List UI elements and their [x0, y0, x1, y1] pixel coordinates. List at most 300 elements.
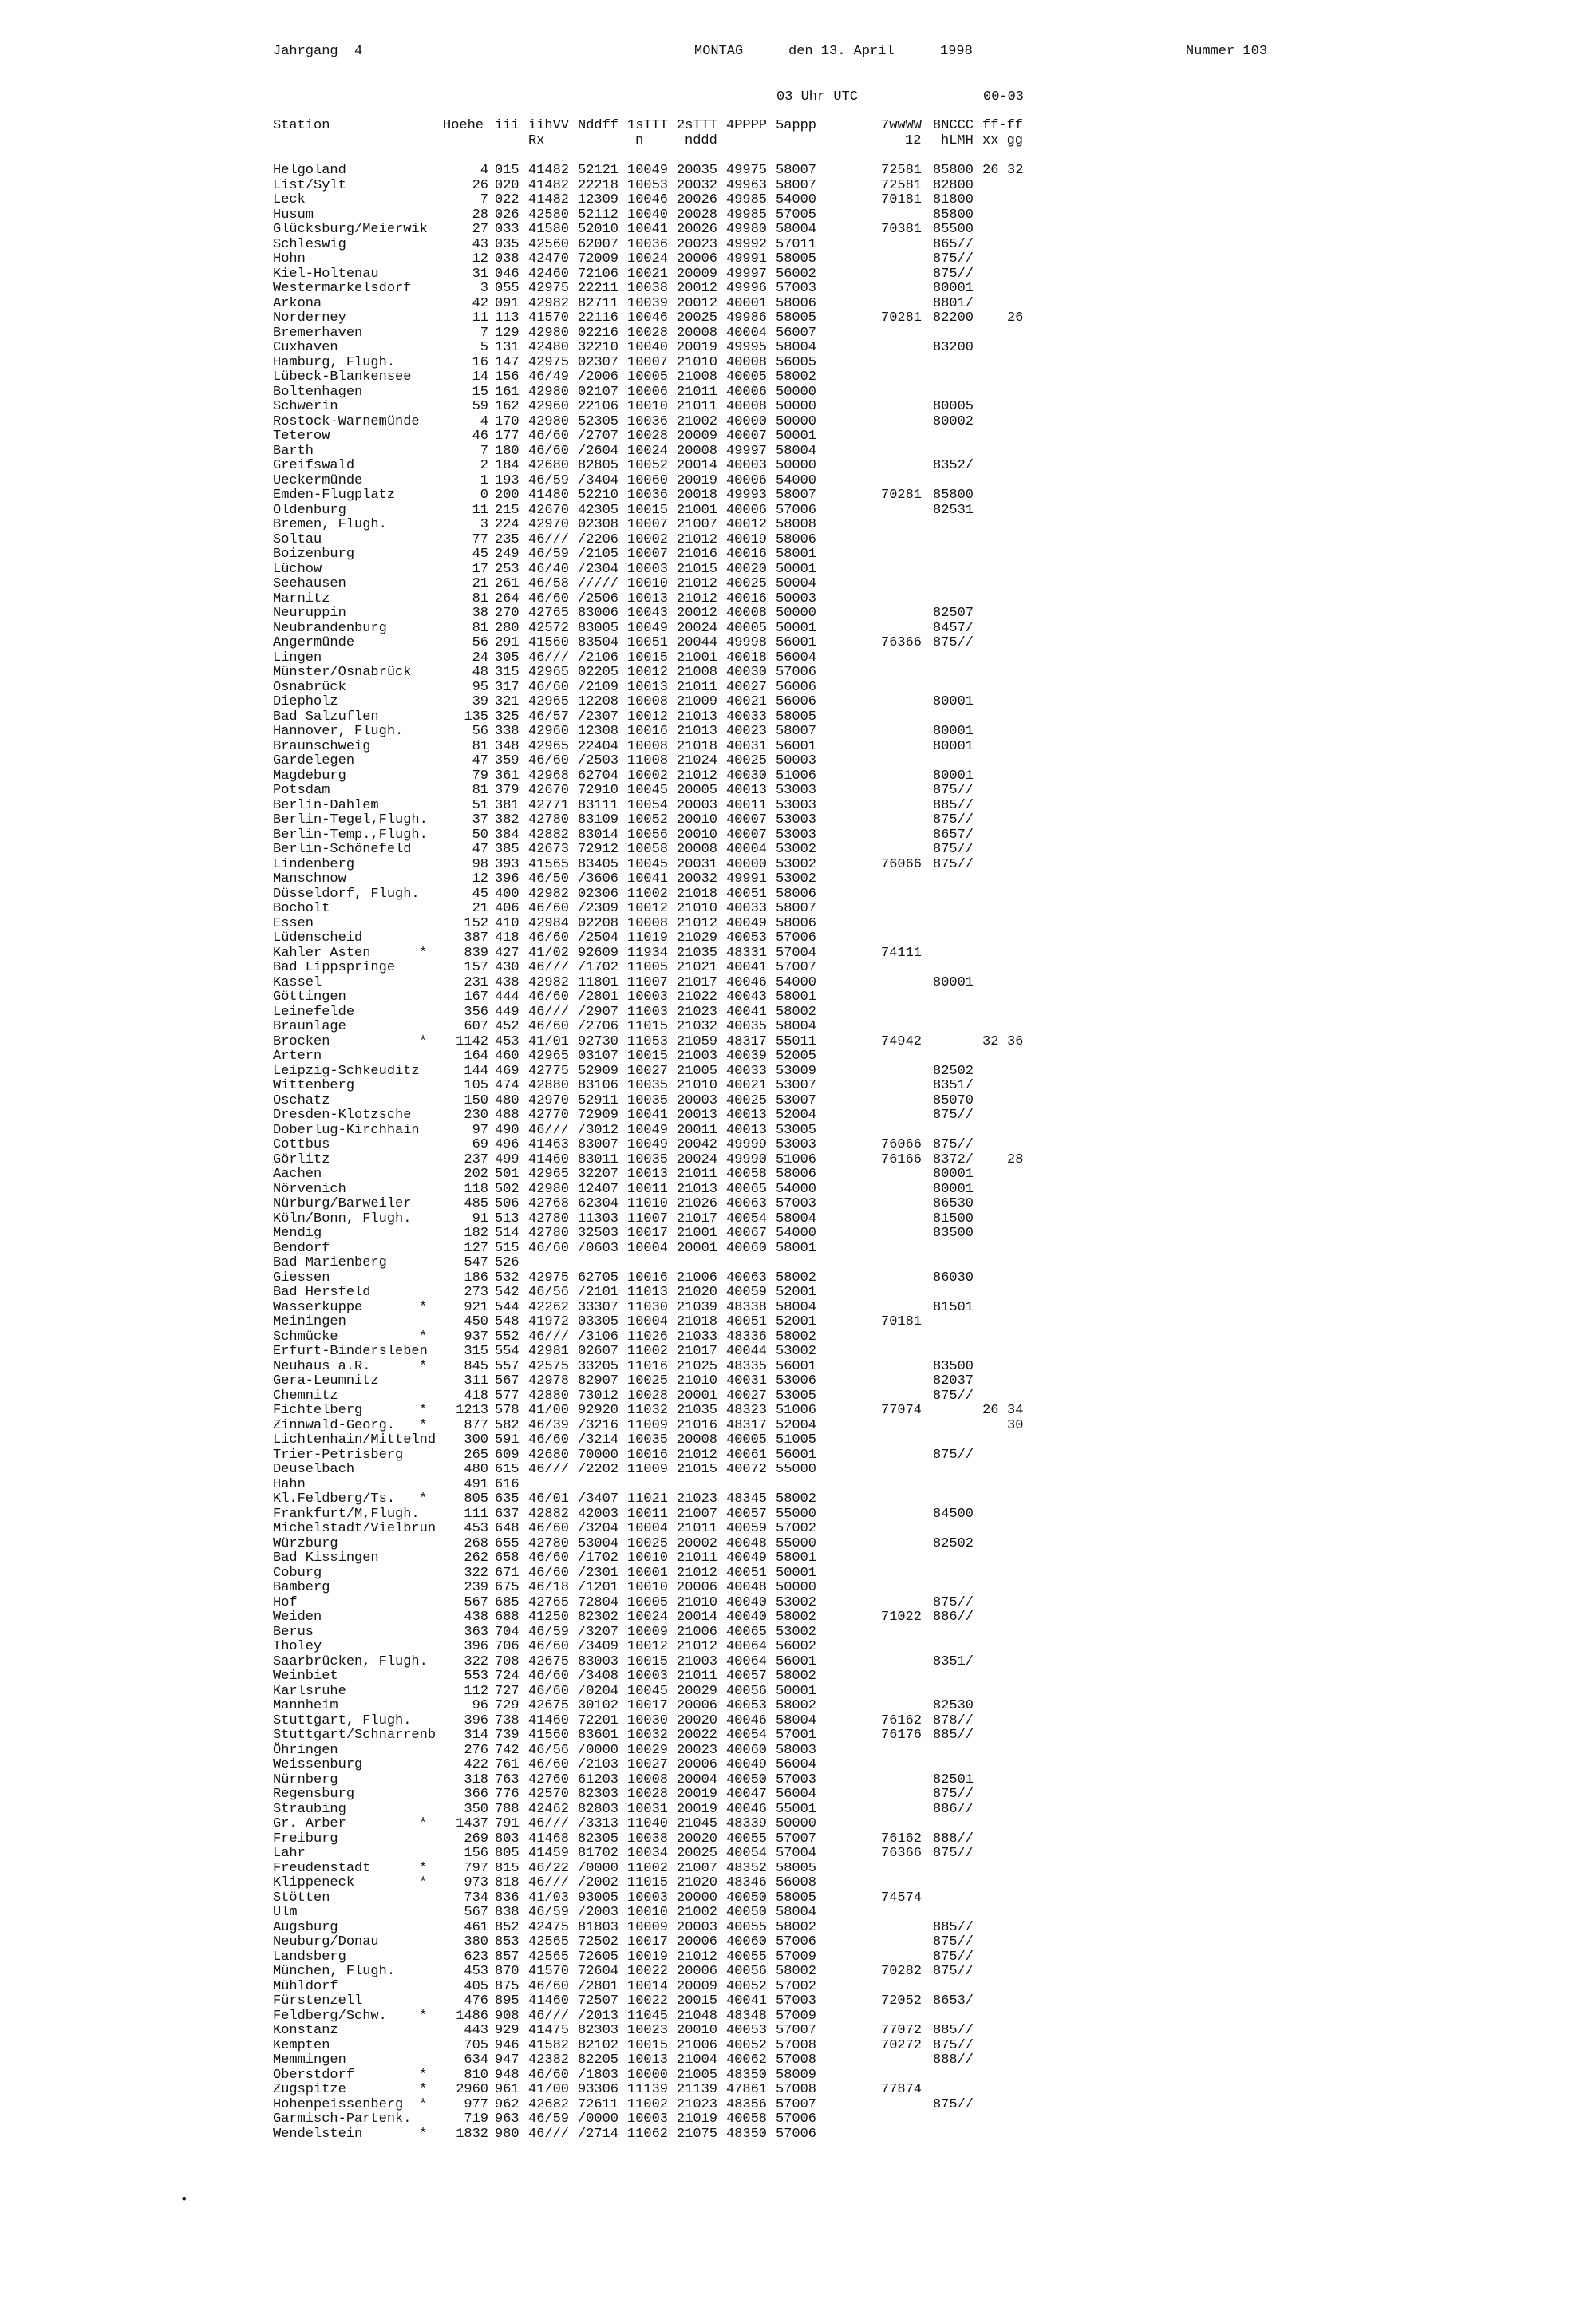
t1-value: 10032: [627, 1728, 669, 1743]
weather-value: 76066: [881, 1137, 922, 1152]
iii-value: 359: [495, 753, 519, 768]
pressure-value: 40016: [726, 547, 768, 562]
tendency-value: 58004: [776, 1299, 817, 1315]
t1-value: 10015: [627, 502, 669, 518]
tendency-value: 57007: [776, 960, 817, 975]
pressure-value: 40039: [726, 1049, 768, 1064]
iii-value: 348: [495, 738, 519, 754]
station-name: Diepholz: [273, 694, 338, 709]
hoehe-value: 396: [464, 1639, 488, 1654]
t1-value: 11016: [627, 1358, 669, 1374]
mountain-marker: *: [419, 945, 428, 961]
pressure-value: 40051: [726, 886, 768, 902]
station-name: Lahr: [273, 1846, 306, 1861]
t2-value: 21011: [677, 1521, 718, 1536]
iii-value: 708: [495, 1653, 519, 1669]
t1-value: 10010: [627, 1580, 669, 1595]
nddff-value: /2304: [578, 561, 619, 577]
gust-1-value: 26: [982, 163, 999, 178]
hoehe-value: 12: [472, 871, 488, 887]
tendency-value: 58007: [776, 724, 817, 739]
iihvv-value: 46/60: [528, 1683, 570, 1699]
nddff-value: 73012: [578, 1388, 619, 1404]
station-name: Hannover, Flugh.: [273, 724, 404, 739]
pressure-value: 40035: [726, 1019, 768, 1034]
t1-value: 10010: [627, 576, 669, 591]
t2-value: 20009: [677, 429, 718, 444]
station-name: Karlsruhe: [273, 1683, 346, 1699]
station-name: Weiden: [273, 1610, 322, 1625]
t1-value: 11032: [627, 1403, 669, 1418]
iii-value: 961: [495, 2082, 519, 2097]
iihvv-value: 42982: [528, 974, 570, 990]
hoehe-value: 91: [472, 1211, 488, 1227]
tendency-value: 51006: [776, 1403, 817, 1418]
iihvv-value: 46/60: [528, 443, 570, 459]
tendency-value: 57008: [776, 2082, 817, 2097]
station-name: Osnabrück: [273, 679, 346, 695]
station-name: Oldenburg: [273, 502, 346, 518]
station-name: Doberlug-Kirchhain: [273, 1122, 420, 1138]
t1-value: 10025: [627, 1373, 669, 1389]
iihvv-value: 42460: [528, 266, 570, 282]
nddff-value: /2206: [578, 531, 619, 547]
station-name: Fichtelberg: [273, 1403, 363, 1418]
t2-value: 21035: [677, 1403, 718, 1418]
cloud-value: 875//: [933, 842, 974, 857]
pressure-value: 40025: [726, 576, 768, 591]
station-name: Feldberg/Schw.: [273, 2008, 387, 2024]
pressure-value: 48317: [726, 1033, 768, 1049]
tendency-value: 56005: [776, 354, 817, 370]
pressure-value: 48346: [726, 1875, 768, 1890]
iihvv-value: 42965: [528, 1167, 570, 1182]
t1-value: 10049: [627, 620, 669, 636]
iihvv-value: 46/49: [528, 369, 570, 385]
nddff-value: 02306: [578, 886, 619, 902]
tendency-value: 55000: [776, 1462, 817, 1477]
nddff-value: /2105: [578, 547, 619, 562]
hoehe-value: 28: [472, 207, 488, 223]
iii-value: 532: [495, 1270, 519, 1286]
pressure-value: 40046: [726, 1801, 768, 1817]
t2-value: 20006: [677, 251, 718, 267]
station-name: Stötten: [273, 1890, 330, 1906]
nddff-value: 72106: [578, 266, 619, 282]
t2-value: 21010: [677, 901, 718, 916]
hoehe-value: 42: [472, 295, 488, 311]
pressure-value: 40048: [726, 1535, 768, 1551]
t1-value: 10008: [627, 915, 669, 931]
t2-value: 20001: [677, 1388, 718, 1404]
cloud-value: 80001: [933, 724, 974, 739]
station-name: Frankfurt/M,Flugh.: [273, 1506, 420, 1522]
iii-value: 305: [495, 650, 519, 666]
t2-value: 21018: [677, 1314, 718, 1329]
cloud-value: 82037: [933, 1373, 974, 1389]
tendency-value: 50000: [776, 458, 817, 473]
iii-value: 480: [495, 1092, 519, 1108]
nddff-value: /2301: [578, 1565, 619, 1581]
tendency-value: 58006: [776, 531, 817, 547]
t1-value: 10035: [627, 1078, 669, 1093]
t2-value: 20002: [677, 1535, 718, 1551]
cloud-value: 875//: [933, 1447, 974, 1463]
nddff-value: /3214: [578, 1432, 619, 1448]
nddff-value: 52909: [578, 1063, 619, 1079]
pressure-value: 40059: [726, 1521, 768, 1536]
hoehe-value: 480: [464, 1462, 488, 1477]
t1-value: 10040: [627, 207, 669, 223]
iii-value: 452: [495, 1019, 519, 1034]
tendency-value: 58005: [776, 1890, 817, 1906]
iii-value: 615: [495, 1462, 519, 1477]
nddff-value: /0603: [578, 1240, 619, 1256]
iihvv-value: 42670: [528, 502, 570, 518]
iihvv-value: 42565: [528, 1949, 570, 1965]
tendency-value: 51006: [776, 768, 817, 784]
tendency-value: 57009: [776, 1949, 817, 1965]
hoehe-value: 231: [464, 974, 488, 990]
hoehe-value: 17: [472, 561, 488, 577]
station-name: Bad Lippspringe: [273, 960, 396, 975]
t2-value: 21045: [677, 1816, 718, 1831]
t2-value: 21001: [677, 502, 718, 518]
iii-value: 852: [495, 1919, 519, 1935]
iihvv-value: 46/50: [528, 871, 570, 887]
pressure-value: 40051: [726, 1565, 768, 1581]
pressure-value: 49975: [726, 163, 768, 178]
t2-value: 21016: [677, 1417, 718, 1433]
t1-value: 11002: [627, 2096, 669, 2112]
cloud-value: 875//: [933, 1108, 974, 1123]
t2-value: 20012: [677, 295, 718, 311]
nddff-value: /2103: [578, 1757, 619, 1772]
pressure-value: 40008: [726, 354, 768, 370]
hoehe-value: 98: [472, 856, 488, 872]
pressure-value: 40054: [726, 1211, 768, 1227]
pressure-value: 49985: [726, 192, 768, 207]
t1-value: 10015: [627, 1049, 669, 1064]
t2-value: 21007: [677, 517, 718, 532]
t1-value: 10013: [627, 591, 669, 606]
tendency-value: 57002: [776, 1978, 817, 1994]
t1-value: 11045: [627, 2008, 669, 2024]
iii-value: 264: [495, 591, 519, 606]
cloud-value: 81500: [933, 1211, 974, 1227]
tendency-value: 53005: [776, 1388, 817, 1404]
pressure-value: 40041: [726, 1004, 768, 1020]
station-name: Ueckermünde: [273, 472, 363, 488]
hoehe-value: 268: [464, 1535, 488, 1551]
iii-value: 946: [495, 2037, 519, 2053]
tendency-value: 53003: [776, 783, 817, 798]
station-name: Essen: [273, 915, 314, 931]
pressure-value: 49993: [726, 488, 768, 503]
pressure-value: 40000: [726, 856, 768, 872]
iii-value: 515: [495, 1240, 519, 1256]
pressure-value: 49985: [726, 207, 768, 223]
t1-value: 10049: [627, 1137, 669, 1152]
tendency-value: 57006: [776, 2126, 817, 2142]
tendency-value: 58002: [776, 1004, 817, 1020]
t2-value: 21012: [677, 768, 718, 784]
pressure-value: 40052: [726, 1978, 768, 1994]
t1-value: 11010: [627, 1196, 669, 1211]
cloud-value: 875//: [933, 1934, 974, 1949]
nddff-value: /3404: [578, 472, 619, 488]
nddff-value: /3216: [578, 1417, 619, 1433]
tendency-value: 58002: [776, 1669, 817, 1684]
tendency-value: 58002: [776, 1698, 817, 1713]
pressure-value: 40018: [726, 650, 768, 666]
tendency-value: 58002: [776, 369, 817, 385]
cloud-value: 875//: [933, 856, 974, 872]
cloud-value: 875//: [933, 266, 974, 282]
nddff-value: 52305: [578, 413, 619, 429]
hoehe-value: 1437: [456, 1816, 488, 1831]
t1-value: 11007: [627, 974, 669, 990]
iihvv-value: 41/01: [528, 1033, 570, 1049]
iii-value: 033: [495, 222, 519, 237]
t2-value: 20019: [677, 1787, 718, 1802]
hoehe-value: 567: [464, 1905, 488, 1920]
hoehe-value: 1213: [456, 1403, 488, 1418]
hoehe-value: 164: [464, 1049, 488, 1064]
nddff-value: 02308: [578, 517, 619, 532]
cloud-value: 885//: [933, 1728, 974, 1743]
pressure-value: 40046: [726, 974, 768, 990]
tendency-value: 51006: [776, 1152, 817, 1167]
pressure-value: 49991: [726, 251, 768, 267]
nddff-value: /2504: [578, 930, 619, 946]
iihvv-value: 42580: [528, 207, 570, 223]
iii-value: 361: [495, 768, 519, 784]
pressure-value: 48317: [726, 1417, 768, 1433]
pressure-value: 48352: [726, 1860, 768, 1876]
pressure-value: 40067: [726, 1226, 768, 1241]
hoehe-value: 1142: [456, 1033, 488, 1049]
tendency-value: 57007: [776, 1831, 817, 1847]
col-5appp: 5appp: [776, 118, 817, 133]
station-name: Regensburg: [273, 1787, 355, 1802]
hoehe-value: 567: [464, 1594, 488, 1610]
t1-value: 11013: [627, 1285, 669, 1300]
hoehe-value: 47: [472, 753, 488, 768]
cloud-value: 80001: [933, 738, 974, 754]
iihvv-value: 41460: [528, 1993, 570, 2009]
tendency-value: 57002: [776, 1521, 817, 1536]
iii-value: 035: [495, 236, 519, 252]
weather-value: 76166: [881, 1152, 922, 1167]
col-1sttt-sub: n: [635, 133, 644, 148]
mountain-marker: *: [419, 1299, 428, 1315]
t1-value: 11053: [627, 1033, 669, 1049]
iii-value: 648: [495, 1521, 519, 1536]
tendency-value: 58003: [776, 1742, 817, 1758]
pressure-value: 40005: [726, 369, 768, 385]
pressure-value: 40027: [726, 679, 768, 695]
hoehe-value: 127: [464, 1240, 488, 1256]
station-name: Bad Kissingen: [273, 1550, 379, 1566]
t2-value: 20029: [677, 1683, 718, 1699]
weather-value: 70181: [881, 1314, 922, 1329]
t2-value: 21033: [677, 1329, 718, 1345]
station-name: Fürstenzell: [273, 1993, 363, 2009]
t1-value: 11015: [627, 1019, 669, 1034]
iii-value: 449: [495, 1004, 519, 1020]
hoehe-value: 21: [472, 901, 488, 916]
pressure-value: 40057: [726, 1506, 768, 1522]
pressure-value: 40057: [726, 1669, 768, 1684]
cloud-value: 875//: [933, 1594, 974, 1610]
t1-value: 10008: [627, 694, 669, 709]
hoehe-value: 7: [480, 325, 488, 341]
tendency-value: 58006: [776, 915, 817, 931]
pressure-value: 40006: [726, 472, 768, 488]
iihvv-value: 41250: [528, 1610, 570, 1625]
tendency-value: 58007: [776, 177, 817, 193]
hoehe-value: 453: [464, 1521, 488, 1536]
iii-value: 548: [495, 1314, 519, 1329]
iii-value: 184: [495, 458, 519, 473]
t2-value: 20023: [677, 1742, 718, 1758]
t2-value: 21006: [677, 1624, 718, 1640]
iihvv-value: 46/39: [528, 1417, 570, 1433]
iihvv-value: 41459: [528, 1846, 570, 1861]
station-name: Memmingen: [273, 2052, 346, 2068]
t2-value: 20001: [677, 1240, 718, 1256]
hoehe-value: 396: [464, 1712, 488, 1728]
t2-value: 20028: [677, 207, 718, 223]
col-nddff: Nddff: [578, 118, 619, 133]
nddff-value: /2907: [578, 1004, 619, 1020]
nddff-value: 72909: [578, 1108, 619, 1123]
pressure-value: 40061: [726, 1447, 768, 1463]
nddff-value: /3207: [578, 1624, 619, 1640]
tendency-value: 56006: [776, 694, 817, 709]
cloud-value: 85800: [933, 163, 974, 178]
cloud-value: 84500: [933, 1506, 974, 1522]
t1-value: 10007: [627, 354, 669, 370]
iii-value: 929: [495, 2023, 519, 2038]
pressure-value: 40050: [726, 1890, 768, 1906]
pressure-value: 49992: [726, 236, 768, 252]
nddff-value: 83006: [578, 606, 619, 621]
iii-value: 091: [495, 295, 519, 311]
mountain-marker: *: [419, 1033, 428, 1049]
iii-value: 727: [495, 1683, 519, 1699]
iihvv-value: 41/00: [528, 1403, 570, 1418]
t1-value: 10038: [627, 1831, 669, 1847]
iihvv-value: 46/60: [528, 1978, 570, 1994]
t2-value: 20025: [677, 310, 718, 326]
weather-value: 70282: [881, 1964, 922, 1979]
pressure-value: 40004: [726, 325, 768, 341]
iihvv-value: 46/60: [528, 1432, 570, 1448]
nddff-value: /3408: [578, 1669, 619, 1684]
iihvv-value: 46/60: [528, 591, 570, 606]
t1-value: 10016: [627, 724, 669, 739]
nddff-value: /2202: [578, 1462, 619, 1477]
nddff-value: 82711: [578, 295, 619, 311]
t2-value: 20019: [677, 472, 718, 488]
hoehe-value: 810: [464, 2067, 488, 2083]
t1-value: 10011: [627, 1181, 669, 1197]
station-name: Zugspitze: [273, 2082, 346, 2097]
cloud-value: 86030: [933, 1270, 974, 1286]
nddff-value: 72604: [578, 1964, 619, 1979]
t1-value: 10013: [627, 679, 669, 695]
station-name: Leinefelde: [273, 1004, 355, 1020]
t2-value: 21016: [677, 547, 718, 562]
iii-value: 815: [495, 1860, 519, 1876]
tendency-value: 52004: [776, 1108, 817, 1123]
nddff-value: 62704: [578, 768, 619, 784]
nddff-value: /0000: [578, 1860, 619, 1876]
iii-value: 895: [495, 1993, 519, 2009]
iii-value: 193: [495, 472, 519, 488]
t1-value: 10036: [627, 413, 669, 429]
station-name: Bad Hersfeld: [273, 1285, 371, 1300]
hoehe-value: 311: [464, 1373, 488, 1389]
hoehe-value: 118: [464, 1181, 488, 1197]
iii-value: 317: [495, 679, 519, 695]
station-name: Kiel-Holtenau: [273, 266, 379, 282]
t1-value: 11009: [627, 1462, 669, 1477]
t1-value: 10052: [627, 812, 669, 828]
t2-value: 20018: [677, 488, 718, 503]
iii-value: 947: [495, 2052, 519, 2068]
t2-value: 21013: [677, 709, 718, 725]
t1-value: 10017: [627, 1934, 669, 1949]
nddff-value: 82805: [578, 458, 619, 473]
iii-value: 430: [495, 960, 519, 975]
t1-value: 11934: [627, 945, 669, 961]
pressure-value: 40050: [726, 1772, 768, 1787]
cloud-value: 875//: [933, 2096, 974, 2112]
pressure-value: 40041: [726, 1993, 768, 2009]
iii-value: 147: [495, 354, 519, 370]
tendency-value: 58002: [776, 1919, 817, 1935]
station-name: Berlin-Tegel,Flugh.: [273, 812, 428, 828]
tendency-value: 58001: [776, 1240, 817, 1256]
iihvv-value: 41570: [528, 1964, 570, 1979]
t2-value: 20013: [677, 1108, 718, 1123]
hoehe-value: 443: [464, 2023, 488, 2038]
station-name: Schmücke: [273, 1329, 338, 1345]
iii-value: 704: [495, 1624, 519, 1640]
station-name: Emden-Flugplatz: [273, 488, 396, 503]
iihvv-value: 42982: [528, 295, 570, 311]
hoehe-value: 356: [464, 1004, 488, 1020]
station-name: Bamberg: [273, 1580, 330, 1595]
iii-value: 963: [495, 2111, 519, 2127]
hoehe-value: 300: [464, 1432, 488, 1448]
nddff-value: /0000: [578, 1742, 619, 1758]
t1-value: 10007: [627, 517, 669, 532]
pressure-value: 40004: [726, 842, 768, 857]
tendency-value: 57008: [776, 2052, 817, 2068]
t1-value: 10003: [627, 1890, 669, 1906]
t1-value: 10054: [627, 797, 669, 813]
weekday-label: MONTAG: [694, 44, 744, 59]
station-name: Artern: [273, 1049, 322, 1064]
iihvv-value: 46/58: [528, 576, 570, 591]
pressure-value: 40040: [726, 1610, 768, 1625]
nddff-value: 42003: [578, 1506, 619, 1522]
pressure-value: 40011: [726, 797, 768, 813]
